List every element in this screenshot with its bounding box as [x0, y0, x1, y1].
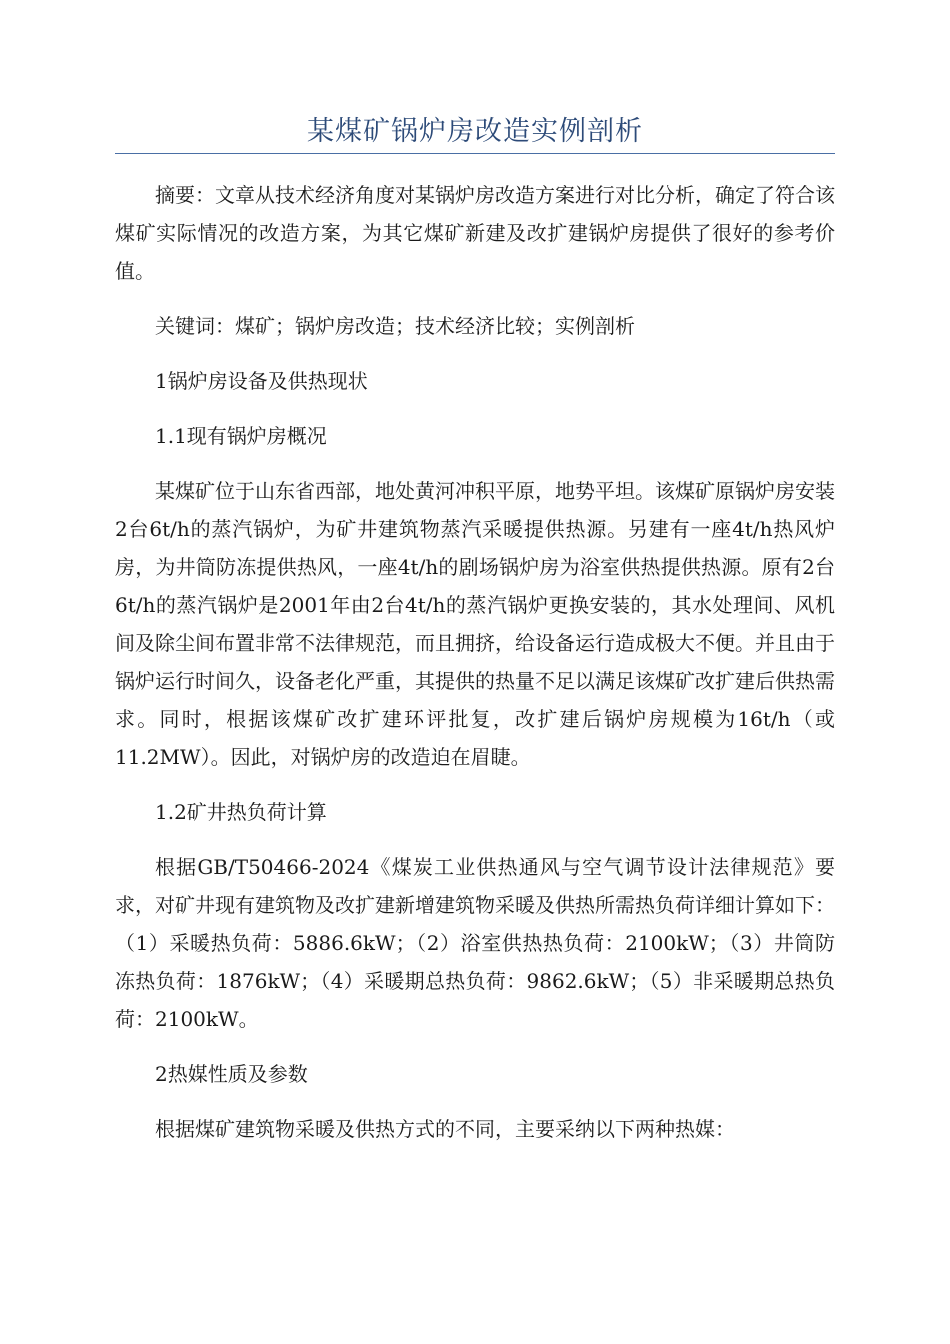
section-1-heading: 1锅炉房设备及供热现状	[155, 369, 368, 393]
section-2-heading: 2热媒性质及参数	[155, 1062, 308, 1086]
abstract-paragraph: 摘要：文章从技术经济角度对某锅炉房改造方案进行对比分析，确定了符合该煤矿实际情况的改造方案，为其它煤矿新建及改扩建锅炉房提供了很好的参考价值。	[115, 183, 835, 283]
section-1-1-heading: 1.1现有锅炉房概况	[155, 424, 327, 448]
section-1-1-paragraph: 某煤矿位于山东省西部，地处黄河冲积平原，地势平坦。该煤矿原锅炉房安装2台6t/h的蒸汽锅炉，为矿井建筑物蒸汽采暖提供热源。另建有一座4t/h热风炉房，为井筒防冻提供热风，一座4t/h的剧场锅炉房为浴室供热提供热源。原有2台6t/h的蒸汽锅炉是2001年由2台4t/h的蒸汽锅炉更换安装的，其水处理间、风机间及除尘间布置非常不法律规范，而且拥挤，给设备运行造成极大不便。并且由于锅炉运行时间久，设备老化严重，其提供的热量不足以满足该煤矿改扩建后供热需求。同时，根据该煤矿改扩建环评批复，改扩建后锅炉房规模为16t/h（或11.2MW）。因此，对锅炉房的改造迫在眉睫。	[115, 479, 835, 769]
keywords-paragraph: 关键词：煤矿；锅炉房改造；技术经济比较；实例剖析	[155, 314, 635, 338]
document-title: 某煤矿锅炉房改造实例剖析	[307, 116, 643, 147]
section-2-paragraph: 根据煤矿建筑物采暖及供热方式的不同，主要采纳以下两种热媒：	[155, 1117, 735, 1141]
document-body	[115, 176, 835, 1148]
section-1-2-paragraph: 根据GB/T50466-2024《煤炭工业供热通风与空气调节设计法律规范》要求，对矿井现有建筑物及改扩建新增建筑物采暖及供热所需热负荷详细计算如下：（1）采暖热负荷：5886.6kW；（2）浴室供热热负荷：2100kW；（3）井筒防冻热负荷：1876kW；（4）采暖期总热负荷：9862.6kW；（5）非采暖期总热负荷：2100kW。	[115, 855, 835, 1031]
title-underline	[115, 153, 835, 154]
section-1-2-heading: 1.2矿井热负荷计算	[155, 800, 327, 824]
